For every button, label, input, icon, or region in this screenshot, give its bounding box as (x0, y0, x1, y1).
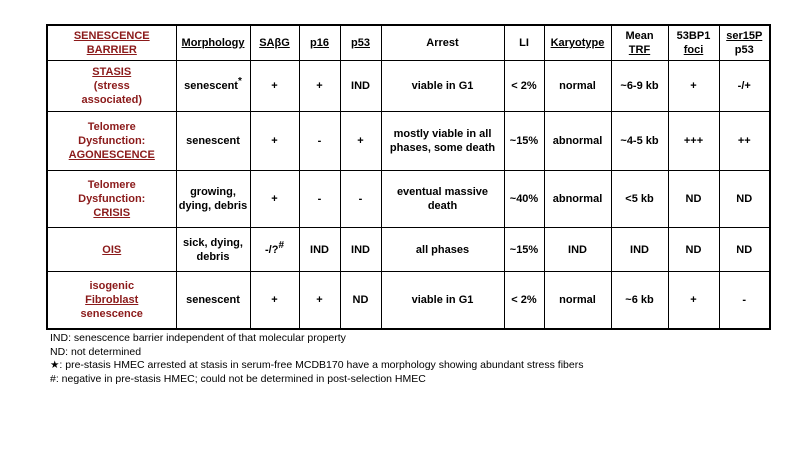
header-karyotype: Karyotype (544, 25, 611, 61)
li-cell: ~15% (504, 112, 544, 171)
p53-cell: ND (340, 272, 381, 330)
sabg-cell: + (250, 112, 299, 171)
foci-cell: + (668, 61, 719, 112)
header-53bp1-foci: 53BP1 foci (668, 25, 719, 61)
p53-cell: IND (340, 228, 381, 272)
karyotype-cell: normal (544, 272, 611, 330)
header-barrier: SENESCENCE BARRIER (47, 25, 176, 61)
header-p53: p53 (340, 25, 381, 61)
morphology-cell: senescent* (176, 61, 250, 112)
trf-cell: ~4-5 kb (611, 112, 668, 171)
barrier-crisis: Telomere Dysfunction: CRISIS (47, 171, 176, 228)
footnote-ind: IND: senescence barrier independent of that molecular property (50, 332, 346, 344)
header-morphology: Morphology (176, 25, 250, 61)
li-cell: < 2% (504, 61, 544, 112)
senescence-barrier-table (46, 24, 771, 330)
table-row (47, 228, 770, 272)
table-row (47, 61, 770, 112)
p16-cell: + (299, 272, 340, 330)
morphology-cell: growing, dying, debris (176, 171, 250, 228)
table-row (47, 112, 770, 171)
morphology-cell: senescent (176, 112, 250, 171)
p16-cell: IND (299, 228, 340, 272)
karyotype-cell: abnormal (544, 171, 611, 228)
barrier-agonescence: Telomere Dysfunction: AGONESCENCE (47, 112, 176, 171)
arrest-cell: viable in G1 (381, 61, 504, 112)
karyotype-cell: abnormal (544, 112, 611, 171)
table-row (47, 171, 770, 228)
hash-footnote-mark: # (278, 239, 284, 251)
foci-cell: +++ (668, 112, 719, 171)
ser15-cell: ND (719, 228, 770, 272)
morphology-cell: senescent (176, 272, 250, 330)
arrest-cell: mostly viable in all phases, some death (381, 112, 504, 171)
sabg-cell: + (250, 171, 299, 228)
li-cell: < 2% (504, 272, 544, 330)
barrier-stasis: STASIS (stress associated) (47, 61, 176, 112)
ser15-cell: ++ (719, 112, 770, 171)
header-arrest: Arrest (381, 25, 504, 61)
p53-cell: - (340, 171, 381, 228)
trf-cell: <5 kb (611, 171, 668, 228)
header-ser15p-p53: ser15P p53 (719, 25, 770, 61)
footnote-hash: #: negative in pre-stasis HMEC; could not be determined in post-selection HMEC (50, 372, 426, 385)
p16-cell: + (299, 61, 340, 112)
trf-cell: IND (611, 228, 668, 272)
table-row (47, 272, 770, 330)
ser15-cell: -/+ (719, 61, 770, 112)
morphology-cell: sick, dying, debris (176, 228, 250, 272)
table-header-row (47, 25, 770, 61)
p53-cell: IND (340, 61, 381, 112)
trf-cell: ~6 kb (611, 272, 668, 330)
p16-cell: - (299, 112, 340, 171)
ser15-cell: ND (719, 171, 770, 228)
karyotype-cell: normal (544, 61, 611, 112)
footnote-nd: ND: not determined (50, 345, 142, 358)
p16-cell: - (299, 171, 340, 228)
foci-cell: ND (668, 228, 719, 272)
ser15-cell: - (719, 272, 770, 330)
footnote-star: ★: pre-stasis HMEC arrested at stasis in serum-free MCDB170 have a morphology showing abundant stress fibers (50, 359, 584, 371)
barrier-ois: OIS (47, 228, 176, 272)
p53-cell: + (340, 112, 381, 171)
header-p16: p16 (299, 25, 340, 61)
foci-cell: + (668, 272, 719, 330)
header-li: LI (504, 25, 544, 61)
foci-cell: ND (668, 171, 719, 228)
star-footnote-mark: * (237, 76, 242, 87)
sabg-cell: -/?# (250, 228, 299, 272)
trf-cell: ~6-9 kb (611, 61, 668, 112)
barrier-fibroblast: isogenic Fibroblast senescence (47, 272, 176, 330)
arrest-cell: eventual massive death (381, 171, 504, 228)
arrest-cell: viable in G1 (381, 272, 504, 330)
sabg-cell: + (250, 61, 299, 112)
karyotype-cell: IND (544, 228, 611, 272)
header-sabg: SAβG (250, 25, 299, 61)
li-cell: ~40% (504, 171, 544, 228)
sabg-cell: + (250, 272, 299, 330)
li-cell: ~15% (504, 228, 544, 272)
footnotes (50, 332, 583, 386)
header-mean-trf: Mean TRF (611, 25, 668, 61)
arrest-cell: all phases (381, 228, 504, 272)
